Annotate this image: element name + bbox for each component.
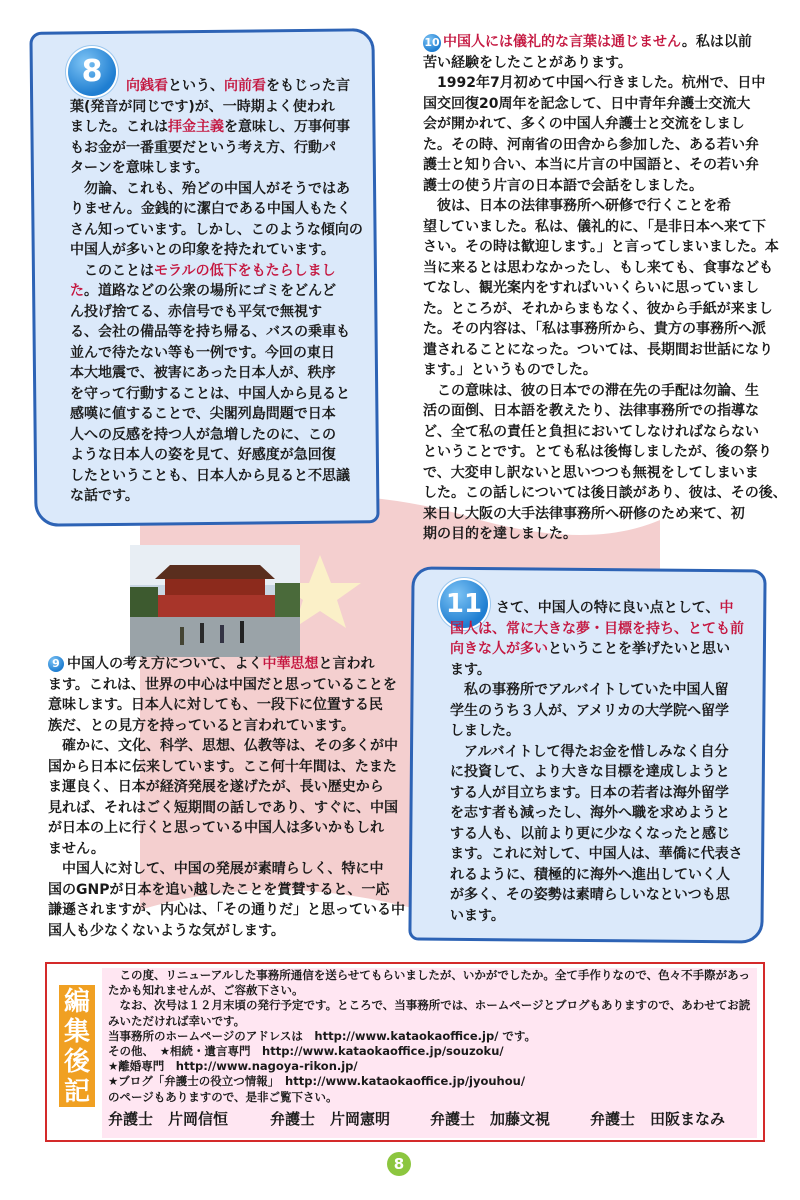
text-line: 見れば、それはごく短期間の話しであり、すぐに、中国	[48, 799, 398, 816]
text-line: 感嘆に値することで、尖閣列島問題で日本	[70, 406, 336, 422]
text-line: な話です。	[70, 488, 139, 504]
text-line: のページもありますので、是非ご覧下さい。	[108, 1089, 338, 1104]
signature: 弁護士 片岡憲明	[270, 1110, 391, 1128]
text-line	[70, 261, 336, 281]
text-segment: という、	[168, 78, 224, 94]
text-segment: をもじった言	[266, 78, 350, 94]
text-line: 苦い経験をしたことがあります。	[423, 54, 632, 71]
section-11-number: 11	[440, 580, 488, 628]
text-line: 期の目的を達しました。	[423, 526, 577, 542]
text-line: さん知っています。しかし、このような傾向の	[70, 221, 363, 238]
text-line: する人が目立ちます。日本の若者は海外留学	[450, 784, 729, 801]
text-line: ということです。とても私は後悔しましたが、後の祭り	[423, 444, 772, 460]
text-line: 中国人が多いとの印象を持たれています。	[70, 242, 335, 258]
text-line: 当に来るとは思わなかったし、もし来ても、食事なども	[423, 259, 773, 276]
text-segment: と言われ	[318, 656, 375, 672]
text-line: が日本の上に行くと思っている中国人は多いかもしれ	[48, 820, 384, 836]
text-line: が多く、その姿勢は素晴らしいなといつも思	[450, 887, 730, 903]
text-line: 会が開かれて、多くの中国人弁護士と交流をしまし	[423, 116, 745, 132]
text-line: 私の事務所でアルバイトしていた中国人留	[450, 682, 729, 698]
text-line: ★ブログ「弁護士の役立つ情報」 http://www.kataokaoffice.jp/jyouhou/	[108, 1074, 526, 1089]
highlight-text: 向銭看	[126, 78, 168, 94]
text-line: てなし、観光案内をすればいいくらいに思っていまし	[423, 280, 759, 296]
text-line: 国人も少なくないような気がします。	[48, 922, 285, 939]
text-line: 族だ、との見方を持っていると言われています。	[48, 717, 355, 734]
postscript-title-char: 記	[63, 1077, 90, 1107]
text-line: 彼は、日本の法律事務所へ研修で行くことを希	[423, 198, 731, 214]
text-line: なお、次号は１２月末頃の発行予定です。ところで、当事務所では、ホームページとブログもありますので、あわせてお読	[108, 998, 751, 1013]
postscript-title-char: 後	[63, 1047, 90, 1077]
text-line: ません。	[48, 840, 105, 857]
text-line: 謙遜されますが、内心は、「その通りだ」と思っている中	[48, 902, 405, 918]
text-line: で、大変申し訳ないと思いつつも無視をしてしまいま	[423, 464, 759, 481]
postscript-title-char: 編	[63, 987, 90, 1017]
highlight-text: 向前看	[224, 78, 266, 94]
text-line: 中国人に対して、中国の発展が素晴らしく、特に中	[48, 861, 384, 877]
text-line: りません。金銭的に潔白である中国人もたく	[70, 201, 351, 217]
text-line: 葉(発音が同じです)が、一時期よく使われ	[70, 98, 335, 115]
text-line	[496, 598, 733, 618]
text-line: います。	[450, 907, 505, 924]
text-line: た。その内容は、「私は事務所から、貴方の事務所へ派	[423, 321, 766, 337]
text-line: この度、リニューアルした事務所通信を送らせてもらいましたが、いかがでしたか。全て手作りなので、色々不手際があっ	[108, 968, 751, 982]
text-segment: ということを挙げたいと思い	[548, 641, 730, 657]
text-line	[450, 639, 730, 659]
text-line: 人への反感を持つ人が急増したのに、この	[70, 426, 336, 443]
signature: 弁護士 片岡信恒	[108, 1110, 229, 1128]
text-line: る、会社の備品等を持ち帰る、バスの乗車も	[70, 324, 350, 340]
text-line: た。その時、河南省の田舎から参加した、ある若い弁	[423, 136, 759, 153]
text-line: 遣されることになった。ついては、長期間お世話になり	[423, 341, 773, 358]
text-line: する人も、以前より更に少なくなったと感じ	[450, 825, 730, 842]
text-segment: 。道路などの公衆の場所にゴミをどんど	[84, 283, 336, 299]
text-line: ん投げ捨てる、赤信号でも平気で無視す	[70, 303, 322, 320]
postscript-title	[59, 985, 95, 1107]
highlight-text: 中	[719, 600, 734, 616]
text-line: を守って行動することは、中国人から見ると	[70, 385, 350, 402]
text-line: 国のGNPが日本を追い越したことを賞賛すると、一応	[48, 881, 390, 898]
text-line: 勿論、これも、殆どの中国人がそうではあ	[70, 180, 350, 197]
text-line	[443, 32, 752, 52]
highlight-text: 国人は、常に大きな夢・目標を持ち、とても前	[450, 620, 744, 637]
page-number: 8	[387, 1152, 411, 1176]
highlight-text: 向きな人が多い	[450, 641, 548, 657]
text-segment: 中国人の考え方について、よく	[67, 656, 263, 672]
text-line: この意味は、彼の日本での滞在先の手配は勿論、生	[423, 382, 759, 399]
text-line: しました。	[450, 723, 520, 739]
text-line: たかも知れませんが、ご容赦下さい。	[108, 983, 304, 998]
text-line	[70, 281, 336, 301]
text-line: に投資して、より大きな目標を達成しようと	[450, 764, 730, 780]
text-line: した。この話しについては後日談があり、彼は、その後、	[423, 485, 787, 501]
text-line: 当事務所のホームページのアドレスは http://www.kataokaoffice.jp/ です。	[108, 1028, 536, 1043]
text-line: 活の面倒、日本語を教えたり、法律事務所での指導な	[423, 403, 759, 419]
highlight-text: 中国人には儀礼的な言葉は通じません	[443, 34, 682, 50]
text-line: アルバイトして得たお金を惜しみなく自分	[450, 743, 729, 760]
text-line: 並んで待たない等も一例です。今回の東日	[70, 344, 335, 361]
text-line: ターンを意味します。	[70, 160, 209, 176]
text-line: ます。これは、世界の中心は中国だと思っていることを	[48, 676, 397, 693]
text-line: 国交回復20周年を記念して、日中青年弁護士交流大	[423, 95, 751, 112]
text-line: 護士の使う片言の日本語で会話をしました。	[423, 177, 703, 194]
text-line: を志す者も減ったし、海外へ職を求めようと	[450, 805, 730, 821]
text-line: ような日本人の姿を見て、好感度が急回復	[70, 447, 336, 463]
text-line	[70, 117, 350, 137]
signature: 弁護士 田阪まなみ	[590, 1110, 726, 1128]
postscript-title-char: 集	[63, 1017, 90, 1047]
signature: 弁護士 加藤文視	[430, 1110, 551, 1128]
text-line: 学生のうち３人が、アメリカの大学院へ留学	[450, 702, 730, 719]
text-line: 来日し大阪の大手法律事務所へ研修のため来て、初	[423, 505, 745, 522]
text-line: 意味します。日本人に対しても、一段下に位置する民	[48, 697, 383, 713]
text-line: ます。これに対して、中国人は、華僑に代表さ	[450, 846, 743, 862]
forbidden-city-photo	[130, 545, 300, 657]
text-line: さい。その時は歓迎します。」と言ってしまいました。本	[423, 239, 779, 255]
text-line: ま運良く、日本が経済発展を遂げたが、長い歴史から	[48, 779, 384, 795]
text-line: 確かに、文化、科学、思想、仏教等は、その多くが中	[48, 738, 398, 754]
text-line: ます。」というものでした。	[423, 362, 597, 378]
text-segment: このことは	[70, 262, 154, 279]
highlight-text: モラルの低下をもたらしまし	[154, 262, 336, 279]
text-line: 1992年7月初めて中国へ行きました。杭州で、日中	[423, 75, 766, 91]
text-line: ます。	[450, 661, 491, 678]
section-10-number: 10	[423, 34, 441, 52]
text-line	[126, 76, 350, 96]
highlight-text: た	[70, 283, 84, 299]
text-line: みいただければ幸いです。	[108, 1013, 246, 1028]
text-line: 国から日本に伝来しています。ここ何十年間は、たまた	[48, 758, 397, 775]
text-line: したということも、日本人から見ると不思議	[70, 467, 350, 484]
highlight-text: 中華思想	[262, 656, 319, 672]
text-line: れるように、積極的に海外へ進出していく人	[450, 866, 730, 883]
text-line: ★離婚専門 http://www.nagoya-rikon.jp/	[108, 1059, 358, 1074]
highlight-text: 拝金主義	[168, 119, 224, 135]
text-line: 本大地震で、被害にあった日本人が、秩序	[70, 365, 336, 381]
text-line: 護士と知り合い、本当に片言の中国語と、その若い弁	[423, 157, 759, 173]
text-line: 望していました。私は、儀礼的に、「是非日本へ来て下	[423, 218, 766, 235]
text-segment: ました。これは	[70, 119, 168, 135]
text-line: もお金が一番重要だという考え方、行動パ	[70, 139, 336, 156]
text-segment: を意味し、万事何事	[224, 119, 350, 135]
text-segment: さて、中国人の特に良い点として、	[496, 600, 720, 616]
section-8-number: 8	[68, 48, 116, 96]
section-9-number: 9	[48, 656, 64, 672]
text-line	[450, 619, 744, 639]
text-line: た。ところが、それからまもなく、彼から手紙が来まし	[423, 300, 773, 317]
text-line: ど、全て私の責任と負担においてしなければならない	[423, 423, 759, 440]
text-line: その他、 ★相続・遺言専門 http://www.kataokaoffice.jp/souzoku/	[108, 1044, 504, 1058]
text-line	[67, 654, 374, 674]
text-segment: 。私は以前	[681, 34, 752, 50]
